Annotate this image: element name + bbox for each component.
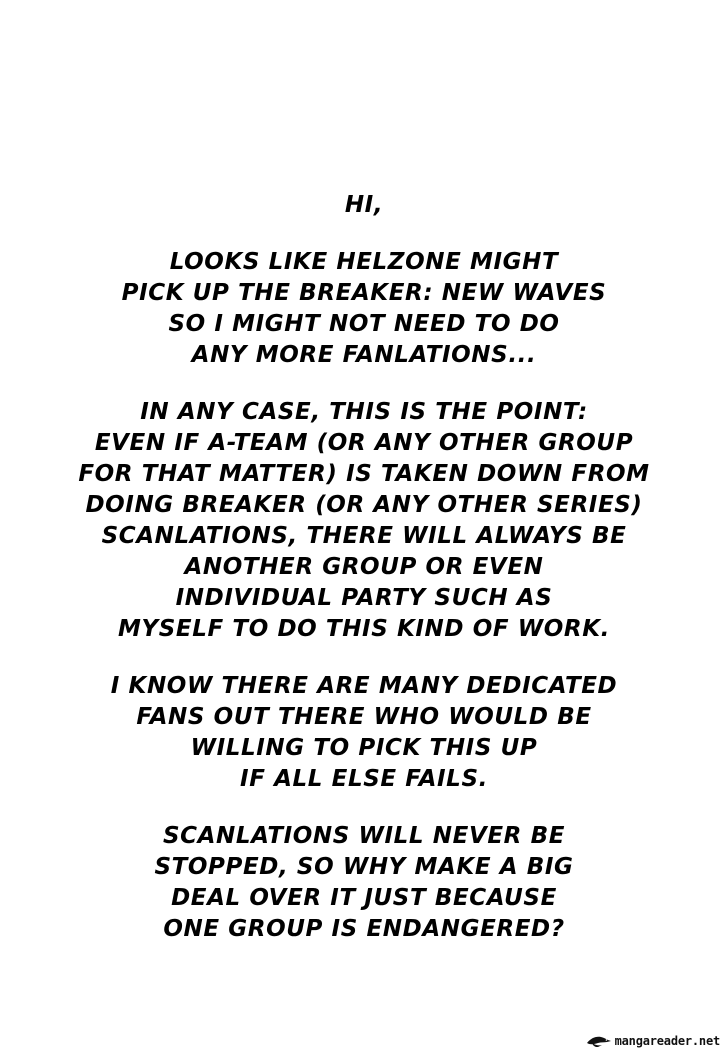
note-line: DOING BREAKER (OR ANY OTHER SERIES) <box>85 492 643 518</box>
note-line: PICK UP THE BREAKER: NEW WAVES <box>121 280 607 306</box>
note-line: ANY MORE FANLATIONS... <box>191 342 537 368</box>
note-line: WILLING TO PICK THIS UP <box>190 735 538 761</box>
note-paragraph <box>0 190 728 221</box>
note-line: ANOTHER GROUP OR EVEN <box>184 554 544 580</box>
note-line: FANS OUT THERE WHO WOULD BE <box>136 704 592 730</box>
note-line: FOR THAT MATTER) IS TAKEN DOWN FROM <box>78 461 650 487</box>
note-paragraph <box>0 397 728 645</box>
note-paragraph <box>0 821 728 945</box>
note-line: IN ANY CASE, THIS IS THE POINT: <box>140 399 588 425</box>
note-paragraph <box>0 671 728 795</box>
note-line: ONE GROUP IS ENDANGERED? <box>163 916 565 942</box>
note-line: IF ALL ELSE FAILS. <box>240 766 488 792</box>
manga-bird-icon <box>586 1034 612 1048</box>
note-line: SCANLATIONS WILL NEVER BE <box>162 823 566 849</box>
note-line: SCANLATIONS, THERE WILL ALWAYS BE <box>101 523 627 549</box>
note-line: EVEN IF A-TEAM (OR ANY OTHER GROUP <box>94 430 634 456</box>
scanlator-note <box>0 190 728 945</box>
watermark-text: mangareader.net <box>614 1034 720 1048</box>
note-line: MYSELF TO DO THIS KIND OF WORK. <box>118 616 610 642</box>
site-watermark <box>586 1032 720 1050</box>
note-paragraph <box>0 247 728 371</box>
note-line: INDIVIDUAL PARTY SUCH AS <box>175 585 553 611</box>
note-line: DEAL OVER IT JUST BECAUSE <box>171 885 557 911</box>
note-line: SO I MIGHT NOT NEED TO DO <box>168 311 560 337</box>
note-line: LOOKS LIKE HELZONE MIGHT <box>169 249 559 275</box>
note-line: I KNOW THERE ARE MANY DEDICATED <box>110 673 618 699</box>
note-line: STOPPED, SO WHY MAKE A BIG <box>154 854 574 880</box>
note-line: HI, <box>344 192 384 218</box>
